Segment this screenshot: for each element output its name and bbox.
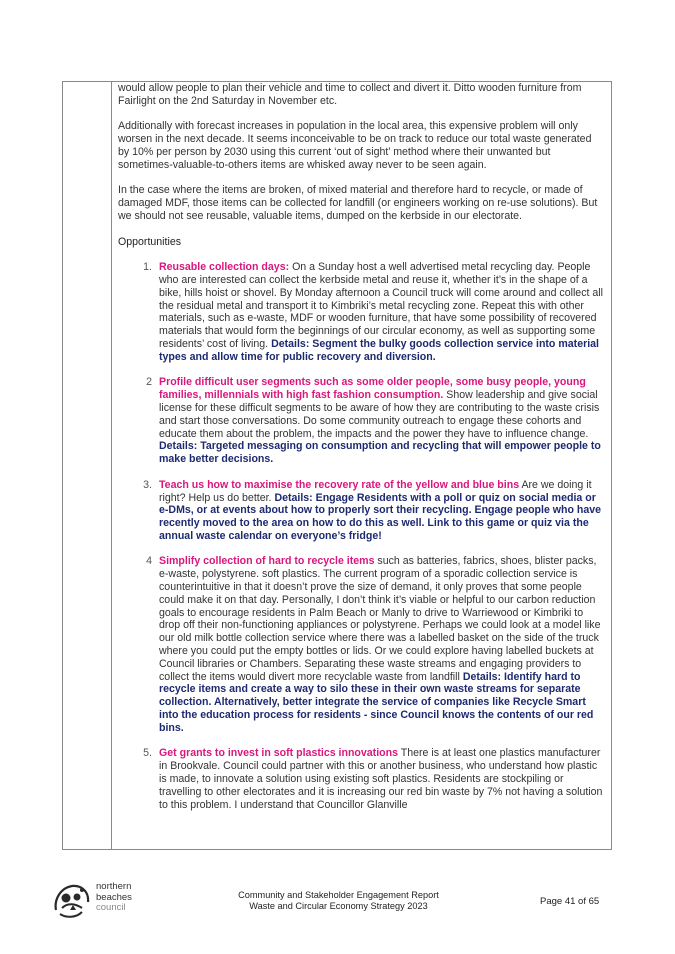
report-title: [236, 890, 441, 912]
item-title: Reusable collection days:: [159, 261, 290, 274]
list-item: [118, 747, 604, 811]
report-subtitle-line: Waste and Circular Economy Strategy 2023: [249, 901, 428, 911]
wordmark-line: northern: [96, 881, 132, 892]
item-body: such as batteries, fabrics, shoes, blister packs, e-waste, polystyrene. soft plastics. The current program of a sporadic collection service is counterintuitive in that it doesn’t prove the size of demand, it only proves that some people could make it on that day. Personally, I don’t think it’s viable or helpful to our carbon reduction goals to encourage residents in Palm Beach or Manly to drive to Warriewood or Kimbriki to drop off their non-functioning appliances or polystyrene. Perhaps we could look at a model like our old milk bottle collection service where there was a labelled basket on the side of the truck where you could put the empty bottles or lids. Or we could explore having labelled buckets at Council libraries or Chambers. Separating these waste streams and engaging providers to collect the items would divert more recyclable waste from landfill: [159, 555, 601, 683]
list-number: 1.: [143, 261, 152, 274]
item-body: Show leadership and give social license for these difficult segments to be aware of how they are contributing to the waste crisis and start those conversations. Do some community outreach to engage these cohorts and educate them about the problem, the impacts and the power they have to influence change.: [159, 389, 600, 440]
item-title: Simplify collection of hard to recycle items: [159, 555, 375, 568]
item-details: Details: Engage Residents with a poll or quiz on social media or e-DMs, or at events about how to properly sort their recycling. Engage people who have recently moved to the area on how to do this as well. Link to this game or quiz via the annual waste calendar on everyone’s fridge!: [159, 491, 602, 542]
wordmark-line: beaches: [96, 891, 132, 903]
table-column-divider: [111, 82, 112, 849]
item-details: Details: Identify hard to recycle items and create a way to silo these in their own waste streams for separate collection. Alternatively, better integrate the service of companies like Recycle Smart into the education process for residents - since Council knows the contents of our red bins.: [159, 670, 594, 734]
item-details: Details: Targeted messaging on consumption and recycling that will empower people to make better decisions.: [159, 440, 601, 466]
page-number: Page 41 of 65: [540, 896, 600, 907]
report-title-line: Community and Stakeholder Engagement Report: [238, 890, 439, 900]
council-logo-icon: [52, 880, 92, 920]
list-number: 4: [146, 555, 152, 568]
paragraph: would allow people to plan their vehicle and time to collect and divert it. Ditto wooden furniture from Fairlight on the 2nd Saturday in November etc.: [118, 82, 582, 107]
item-body: On a Sunday host a well advertised metal recycling day. People who are interested can collect the kerbside metal and reuse it, whether it’s in the shape of a bike, hills hoist or shovel. By Monday afternoon a Council truck will come around and collect all the residual metal and transport it to Kimbriki’s metal recycling zone. Repeat this with other materials, such as e-waste, MDF or wooden furniture, that have some possibility of recovered materials that would form the beginnings of our circular economy, as well as supporting some residents’ cost of living.: [159, 261, 603, 350]
item-title: Get grants to invest in soft plastics innovations: [159, 747, 398, 760]
item-details: Details: Segment the bulky goods collection service into material types and allow time for public recovery and diversion.: [159, 337, 599, 363]
list-number: 3.: [143, 478, 152, 491]
item-body: There is at least one plastics manufacturer in Brookvale. Council could partner with this or another business, who understand how plastic is made, to innovate a solution using existing soft plastics. Residents are stockpiling or travelling to other electorates and it is increasing our red bin waste by 7% not having a solution to this problem. I understand that Councillor Glanville: [159, 747, 603, 811]
list-number: 5.: [143, 747, 152, 760]
item-title: Teach us how to maximise the recovery rate of the yellow and blue bins: [159, 478, 520, 491]
submission-text: [118, 82, 604, 824]
page-footer: [0, 880, 675, 930]
opportunities-heading: Opportunities: [118, 235, 182, 248]
wordmark-line: council: [96, 902, 126, 913]
council-wordmark: [96, 882, 132, 914]
paragraph: Additionally with forecast increases in population in the local area, this expensive problem will only worsen in the next decade. It seems inconceivable to be on track to reduce our total waste generated by 10% per person by 2030 using this current ‘out of sight’ method where their unwanted but sometimes-valuable-to-others items are whisked away never to be seen again.: [118, 120, 592, 171]
list-number: 2: [146, 376, 152, 389]
list-item: [118, 261, 604, 363]
paragraph: In the case where the items are broken, of mixed material and therefore hard to recycle, or made of damaged MDF, those items can be collected for landfill (or engineers working on re-use solutions). But we should not see reusable, valuable items, dumped on the kerbside in our electorate.: [118, 184, 598, 222]
list-item: [118, 376, 604, 466]
list-item: [118, 479, 604, 543]
item-body: Are we doing it right? Help us do better.: [159, 478, 592, 504]
item-title: Profile difficult user segments such as some older people, some busy people, young families, millennials with high fast fashion consumption.: [159, 376, 586, 402]
list-item: [118, 555, 604, 734]
